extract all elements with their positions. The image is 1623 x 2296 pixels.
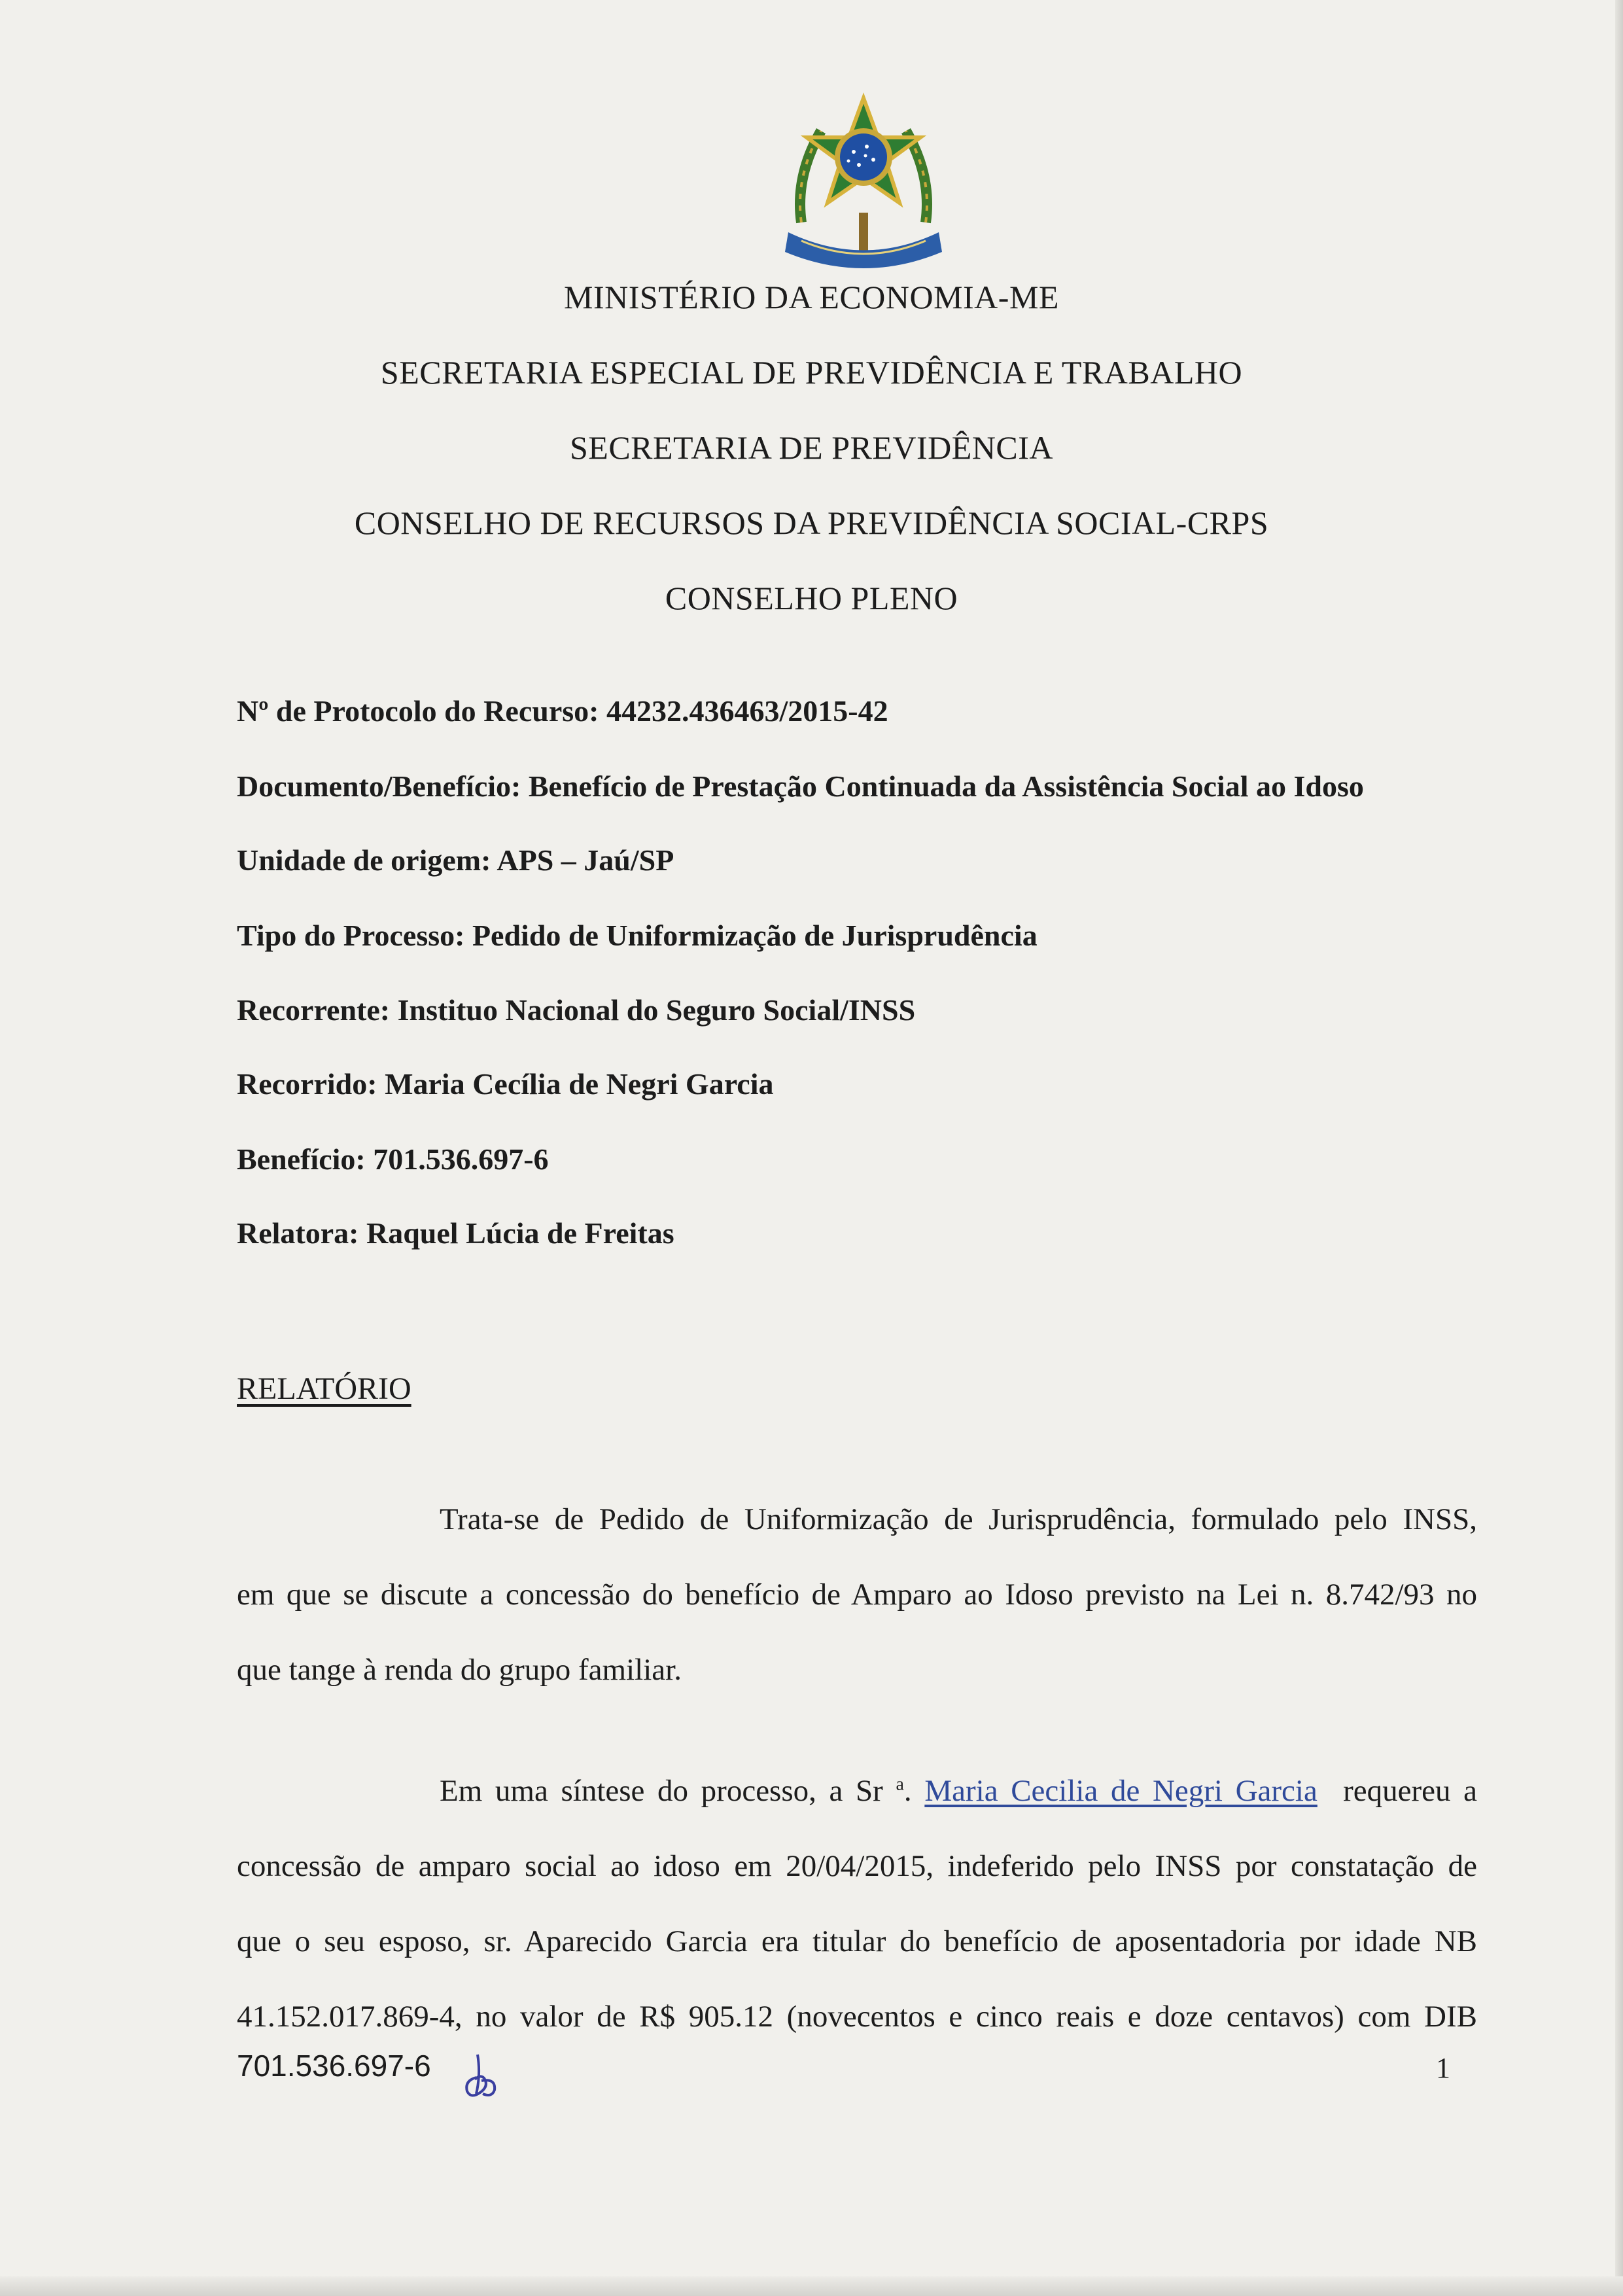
header-secretariat: SECRETARIA DE PREVIDÊNCIA	[569, 429, 1054, 466]
process-type-value: Pedido de Uniformização de Jurisprudência	[472, 919, 1038, 952]
paragraph1-line1-text: Trata-se de Pedido de Uniformização de Jurisprudência, formulado pelo INSS,	[440, 1502, 1477, 1536]
document-value: Benefício de Prestação Continuada da Assistência Social ao Idoso	[528, 769, 1364, 803]
paragraph2-line4-text: 41.152.017.869-4, no valor de R$ 905.12 (novecentos e cinco reais e doze centavos) com DIB	[237, 2000, 1477, 2034]
rapporteur-label: Relatora:	[237, 1216, 359, 1250]
header-special-secretariat: SECRETARIA ESPECIAL DE PREVIDÊNCIA E TRABALHO	[380, 354, 1243, 391]
page-number: 1	[1436, 2052, 1450, 2084]
handwritten-initials	[458, 2041, 504, 2100]
appellant-value: Instituo Nacional do Seguro Social/INSS	[397, 993, 916, 1027]
respondent-label: Recorrido:	[237, 1067, 377, 1101]
coat-of-arms-emblem	[775, 92, 952, 275]
rapporteur-field	[237, 1216, 674, 1250]
respondent-name-link[interactable]: Maria Cecilia de Negri Garcia	[924, 1774, 1318, 1808]
benefit-value: 701.536.697-6	[373, 1142, 549, 1176]
header-ministry: MINISTÉRIO DA ECONOMIA-ME	[564, 279, 1059, 315]
protocol-field	[237, 694, 888, 728]
paragraph1-line3: que tange à renda do grupo familiar.	[237, 1653, 682, 1687]
protocol-value: 44232.436463/2015-42	[606, 694, 888, 728]
benefit-field	[237, 1142, 549, 1176]
protocol-label: Nº de Protocolo do Recurso:	[237, 694, 599, 728]
header-plenary: CONSELHO PLENO	[665, 580, 958, 616]
paragraph2-line3	[237, 1924, 1477, 1959]
paragraph2-line2-text: concessão de amparo social ao idoso em 20/04/2015, indeferido pelo INSS por constatação de	[237, 1849, 1477, 1883]
benefit-label: Benefício:	[237, 1142, 366, 1176]
paragraph1-line1	[440, 1502, 1477, 1537]
process-type-label: Tipo do Processo:	[237, 919, 465, 952]
appellant-field	[237, 993, 915, 1027]
paragraph2-line1-start: Em uma síntese do processo, a Sr	[440, 1774, 883, 1808]
document-field	[237, 769, 1364, 804]
appellant-label: Recorrente:	[237, 993, 391, 1027]
origin-label: Unidade de origem:	[237, 843, 491, 877]
paragraph2-line1-text	[440, 1773, 1477, 1809]
document-label: Documento/Benefício:	[237, 769, 521, 803]
paragraph2-dot: .	[903, 1774, 912, 1808]
section-title-report: RELATÓRIO	[237, 1371, 411, 1406]
page-edge-shadow	[1615, 0, 1623, 2296]
rapporteur-value: Raquel Lúcia de Freitas	[366, 1216, 674, 1250]
origin-field	[237, 843, 674, 877]
paragraph2-line3-text: que o seu esposo, sr. Aparecido Garcia era titular do benefício de aposentadoria por idade NB	[237, 1924, 1477, 1958]
header-council: CONSELHO DE RECURSOS DA PREVIDÊNCIA SOCIAL-CRPS	[354, 504, 1269, 541]
paragraph1-line2-text: em que se discute a concessão do benefício de Amparo ao Idoso previsto na Lei n. 8.742/93 no	[237, 1578, 1477, 1612]
paragraph2-line4	[237, 1999, 1477, 2034]
paragraph2-line1-end: requereu a	[1343, 1774, 1478, 1808]
process-type-field	[237, 918, 1038, 953]
page-bottom-shadow	[0, 2276, 1623, 2296]
respondent-field	[237, 1067, 773, 1101]
origin-value: APS – Jaú/SP	[497, 843, 674, 877]
paragraph2-superscript: a	[896, 1774, 904, 1795]
paragraph2-line1	[440, 1773, 1477, 1809]
respondent-value: Maria Cecília de Negri Garcia	[385, 1067, 774, 1101]
paragraph1-line2	[237, 1577, 1477, 1612]
footer-benefit-reference: 701.536.697-6	[237, 2049, 431, 2083]
paragraph2-line2	[237, 1848, 1477, 1884]
